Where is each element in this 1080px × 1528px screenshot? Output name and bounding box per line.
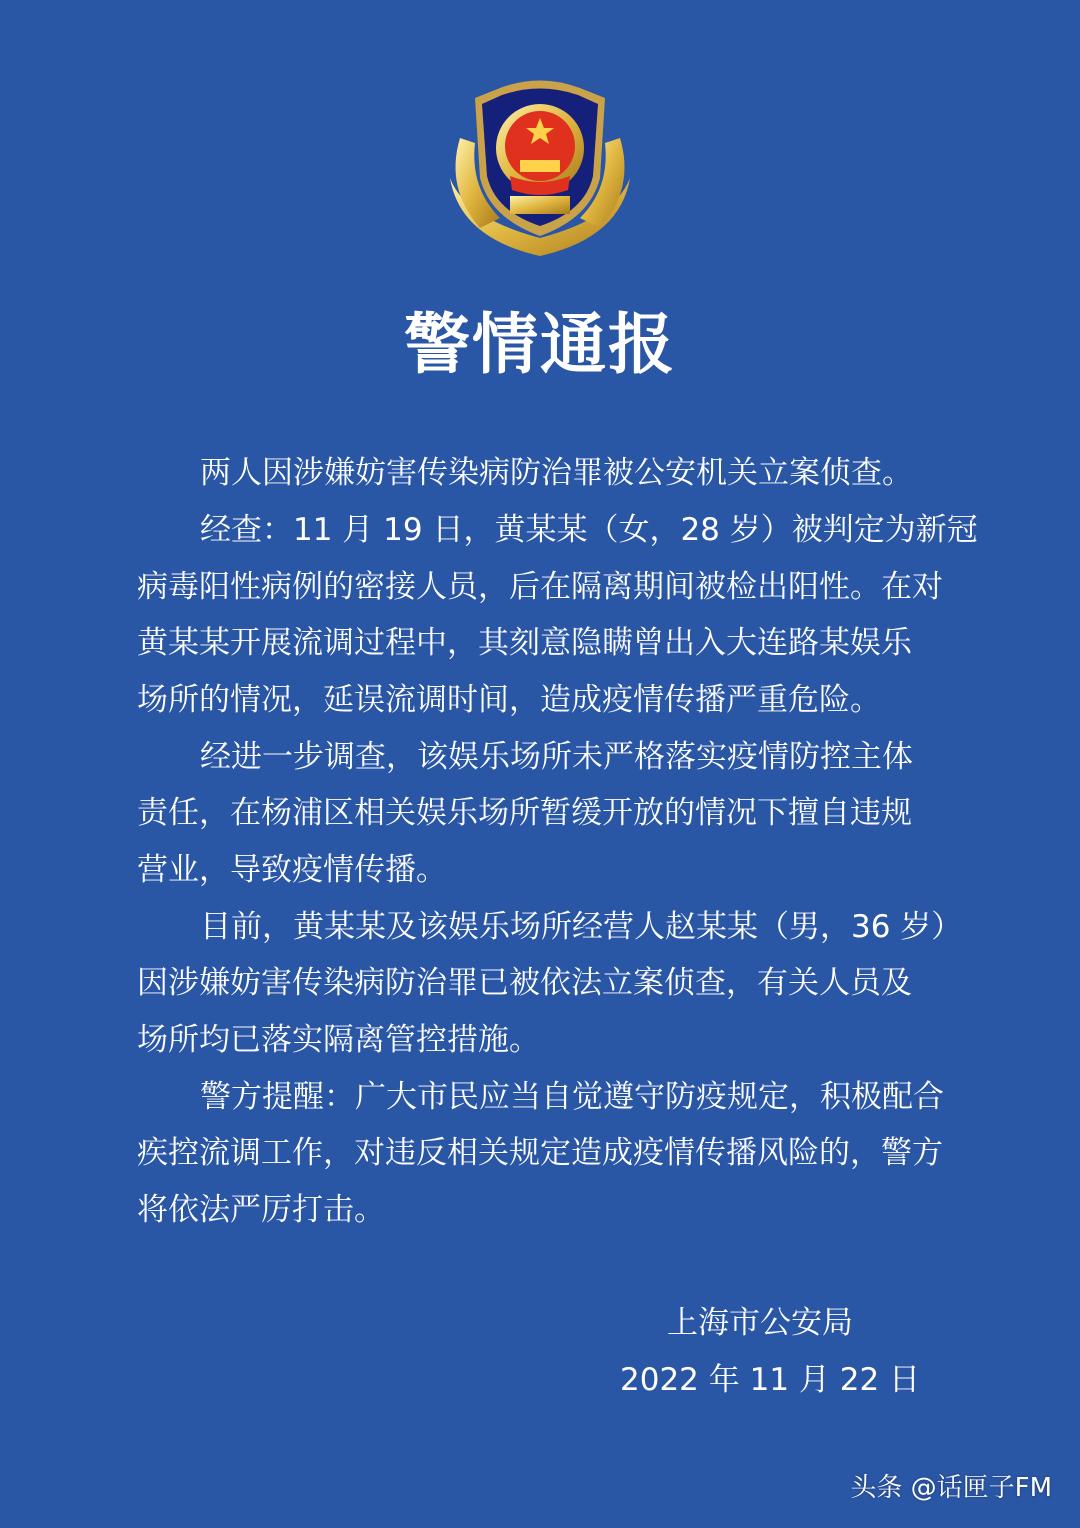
text-line: 场所的情况，延误流调时间，造成疫情传播严重危险。 xyxy=(137,682,881,718)
text-line: 营业，导致疫情传播。 xyxy=(137,852,447,888)
watermark: 头条 @话匣子FM xyxy=(850,1473,1052,1503)
text-line: 经查：11 月 19 日，黄某某（女，28 岁）被判定为新冠 xyxy=(200,512,978,548)
text-line: 责任，在杨浦区相关娱乐场所暂缓开放的情况下擅自违规 xyxy=(137,795,912,831)
page-title: 警情通报 xyxy=(404,306,676,383)
text-line: 将依法严厉打击。 xyxy=(137,1192,385,1228)
police-emblem-icon xyxy=(440,68,640,260)
text-line: 场所均已落实隔离管控措施。 xyxy=(137,1022,540,1058)
text-line: 警方提醒：广大市民应当自觉遵守防疫规定，积极配合 xyxy=(200,1079,944,1115)
text-line: 黄某某开展流调过程中，其刻意隐瞒曾出入大连路某娱乐 xyxy=(137,625,912,661)
text-line: 病毒阳性病例的密接人员，后在隔离期间被检出阳性。在对 xyxy=(137,569,943,605)
text-line: 疾控流调工作，对违反相关规定造成疫情传播风险的，警方 xyxy=(137,1135,943,1171)
text-line: 两人因涉嫌妨害传染病防治罪被公安机关立案侦查。 xyxy=(200,455,913,491)
text-line: 目前，黄某某及该娱乐场所经营人赵某某（男，36 岁） xyxy=(200,909,963,945)
signature-date: 2022 年 11 月 22 日 xyxy=(620,1362,921,1398)
signature-org: 上海市公安局 xyxy=(667,1305,853,1341)
text-line: 因涉嫌妨害传染病防治罪已被依法立案侦查，有关人员及 xyxy=(137,965,912,1001)
text-line: 经进一步调查，该娱乐场所未严格落实疫情防控主体 xyxy=(200,739,913,775)
